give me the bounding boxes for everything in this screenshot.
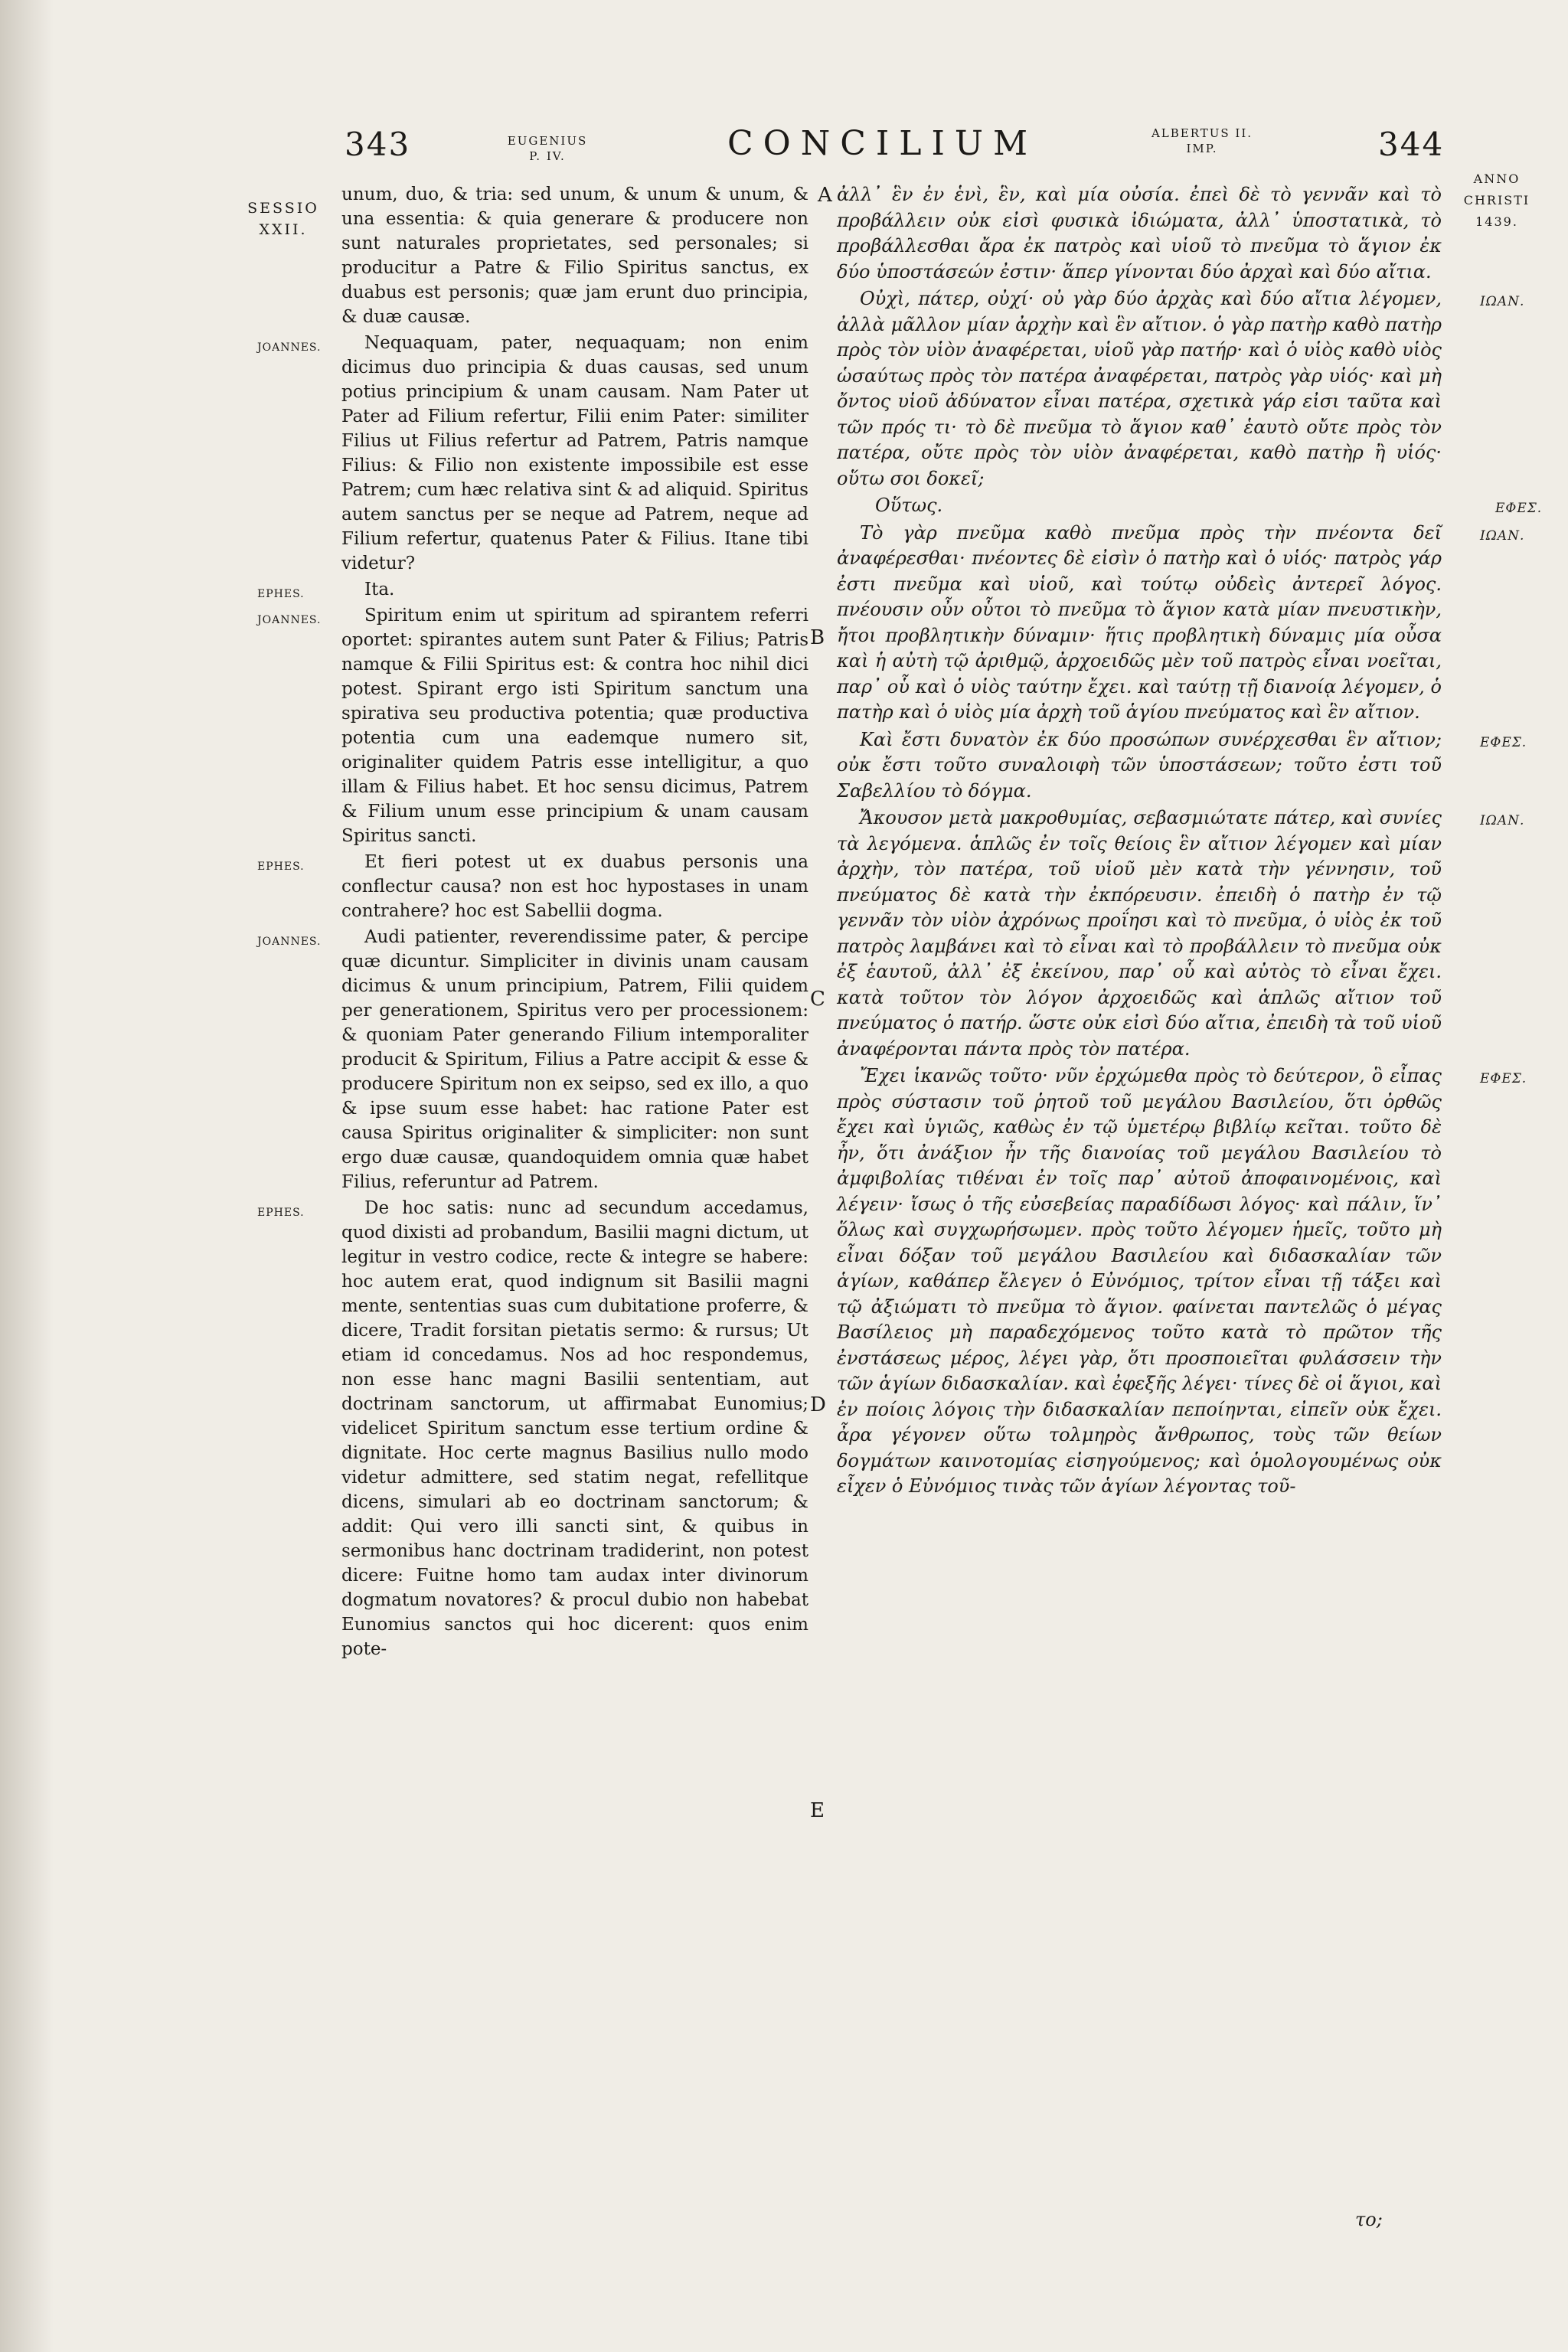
speaker-label: JOANNES.	[257, 341, 322, 354]
greek-paragraph	[837, 1063, 1527, 1500]
greek-paragraph	[837, 182, 1442, 285]
greek-paragraph	[837, 521, 1525, 726]
year-marker: ANNO CHRISTI 1439.	[1463, 172, 1530, 229]
speaker-label: ΙΩΑΝ.	[1480, 813, 1525, 828]
greek-paragraph	[837, 727, 1527, 805]
section-letter-b: B	[810, 626, 825, 649]
section-letter-c: C	[810, 988, 825, 1011]
speaker-label: JOANNES.	[257, 614, 322, 626]
page-number-right: 344	[1378, 126, 1445, 163]
running-head-right: ALBERTUS II. IMP.	[1151, 126, 1253, 155]
paragraph-text: Audi patienter, reverendissime pater, & percipe quæ dicuntur. Simpliciter in divinis unam causam dicimus & unum principium, Patrem, Filii quidem per generationem, Spiritus vero per processionem: & quoniam Pater generando Filium intemporaliter producit & Spiritum, Filius a Patre accipit & esse & producere Spiritum non ex seipso, sed ex illo, a quo & ipse suum esse habet: hac ratione Pater est causa Spiritus originaliter & simpliciter: non sunt ergo duæ causæ, quandoquidem omnia quæ habet Filius, referuntur ad Patrem.	[341, 927, 808, 1192]
paragraph-text: Spiritum enim ut spiritum ad spirantem referri oportet: spirantes autem sunt Pater & Filius; Patris namque & Filii Spiritus est: & contra hoc nihil dici potest. Spirant ergo isti Spiritum sanctum una spirativa seu productiva potentia; quæ productiva potentia cum una eademque numero sit, originaliter quidem Patris esse intelligitur, a quo illam & Filius habet. Et hoc sensu dicimus, Patrem & Filium unum esse principium & unam causam Spiritus sancti.	[341, 606, 808, 846]
paragraph-text: Nequaquam, pater, nequaquam; non enim dicimus duo principia & duas causas, sed unum potius principium & unam causam. Nam Pater ut Pater ad Filium refertur, Filii enim Pater: similiter Filius ut Filius refertur ad Patrem, Patris namque Filius: & Filio non existente impossibile est esse Patrem; cum hæc relativa sint & ad aliquid. Spiritus autem sanctus per se neque ad Patrem, neque ad Filium refertur, quatenus Pater & Filius. Itane tibi videtur?	[341, 333, 808, 573]
page-title: CONCILIUM	[727, 124, 1038, 163]
section-letter-d: D	[810, 1393, 826, 1416]
section-letter-e: E	[810, 1799, 825, 1822]
paragraph-text: Ἄκουσον μετὰ μακροθυμίας, σεβασμιώτατε πάτερ, καὶ συνίες τὰ λεγόμενα. ἁπλῶς ἐν τοῖς θείοις ἓν αἴτιον λέγομεν καὶ μίαν ἀρχὴν, τὸν πατέρα, τοῦ υἱοῦ μὲν κατὰ τὴν γέννησιν, τοῦ πνεύματος δὲ κατὰ τὴν ἐκπόρευσιν. ἐπειδὴ ὁ πατὴρ ἐν τῷ γεννᾶν τὸν υἱὸν ἀχρόνως προΐησι καὶ τὸ πνεῦμα, ὁ υἱὸς ἐκ τοῦ πατρὸς λαμβάνει καὶ τὸ εἶναι καὶ τὸ προβάλλειν τὸ πνεῦμα οὐκ ἐξ ἑαυτοῦ, ἀλλ᾽ ἐξ ἐκείνου, παρ᾽ οὗ καὶ αὐτὸς τὸ εἶναι ἔχει. κατὰ τοῦτον τὸν λόγον ἀρχοειδῶς καὶ ἁπλῶς αἴτιον τοῦ πνεύματος ὁ πατήρ. ὥστε οὐκ εἰσὶ δύο αἴτια, ἐπειδὴ τὰ τοῦ υἱοῦ ἀναφέρονται πάντα πρὸς τὸν πατέρα.	[837, 807, 1442, 1060]
catchword: το;	[1355, 2209, 1383, 2230]
page-number-left: 343	[345, 126, 411, 163]
paragraph-text: unum, duo, & tria: sed unum, & unum & unum, & una essentia: & quia generare & producere non sunt naturales proprietates, sed personales; si producitur a Patre & Filio Spiritus sanctus, ex duabus est personis; quæ jam erunt duo principia, & duæ causæ.	[341, 185, 808, 327]
section-letter-a: A	[818, 184, 832, 207]
speaker-label: EPHES.	[257, 588, 305, 600]
paragraph-text: Ἔχει ἱκανῶς τοῦτο· νῦν ἐρχώμεθα πρὸς τὸ δεύτερον, ὃ εἶπας πρὸς σύστασιν τοῦ ῥητοῦ τοῦ μεγάλου Βασιλείου, ὅτι ὀρθῶς ἔχει καὶ ὑγιῶς, καθὼς ἐν τῷ ὑμετέρῳ βιβλίῳ κεῖται. τοῦτο δὲ ἦν, ὅτι ἀνάξιον ἦν τῆς διανοίας τοῦ μεγάλου Βασιλείου τὸ ἀμφιβολίας τιθέναι ἐν τοῖς παρ᾽ αὐτοῦ ἀποφαινομένοις, καὶ λέγειν· ἴσως ὁ τῆς εὐσεβείας παραδίδωσι λόγος· καὶ πάλιν, ἵν᾽ ὅλως καὶ συγχωρήσωμεν. πρὸς τοῦτο λέγομεν ἡμεῖς, τοῦτο μὴ εἶναι δόξαν τοῦ μεγάλου Βασιλείου καὶ διδασκαλίαν τῶν ἁγίων, καθάπερ ἔλεγεν ὁ Εὐνόμιος, τρίτον εἶναι τῇ τάξει καὶ τῷ ἀξιώματι τὸ πνεῦμα τὸ ἅγιον. φαίνεται παντελῶς ὁ μέγας Βασίλειος μὴ παραδεχόμενος τοῦτο κατὰ τὸ πρῶτον τῆς ἐνστάσεως μέρος, λέγει γὰρ, ὅτι προσποιεῖται φυλάσσειν τὴν τῶν ἁγίων διδασκαλίαν. καὶ ἐφεξῆς λέγει· τίνες δὲ οἱ ἅγιοι, καὶ ἐν ποίοις λόγοις τὴν διδασκαλίαν πεποίηνται, εἰπεῖν οὐκ ἔχει. ἆρα γέγονεν οὕτω τολμηρὸς ἄνθρωπος, τοὺς τῶν θείων δογμάτων καινοτομίας εἰσηγούμενος; καὶ ὁμολογουμένως οὐκ εἶχεν ὁ Εὐνόμιος τινὰς τῶν ἁγίων λέγοντας τοῦ-	[837, 1065, 1442, 1497]
paragraph-text: ἀλλ᾽ ἓν ἐν ἑνὶ, ἓν, καὶ μία οὐσία. ἐπεὶ δὲ τὸ γεννᾶν καὶ τὸ προβάλλειν οὐκ εἰσὶ φυσικὰ ἰδιώματα, ἀλλ᾽ ὑποστατικὰ, τὸ προβάλλεσθαι ἄρα ἐκ πατρὸς καὶ υἱοῦ τὸ πνεῦμα τὸ ἅγιον ἐκ δύο ὑποστάσεών ἐστιν· ἅπερ γίνονται δύο ἀρχαὶ καὶ δύο αἴτια.	[837, 184, 1442, 283]
latin-paragraph	[257, 577, 808, 602]
speaker-label: ΕΦΕΣ.	[1480, 734, 1527, 750]
paragraph-text: De hoc satis: nunc ad secundum accedamus, quod dixisti ad probandum, Basilii magni dictum, ut legitur in vestro codice, recte & integre se habere: hoc autem erat, quod indignum sit Basilii magni mente, sententias suas cum dubitatione proferre, & dicere, Tradit forsitan pietatis sermo: & rursus; Ut etiam id concedamus. Nos ad hoc respondemus, non esse hanc magni Basilii sententiam, aut doctrinam sanctorum, ut affirmabat Eunomius; videlicet Spiritum sanctum esse tertium ordine & dignitate. Hoc certe magnus Basilius nullo modo videtur admittere, sed statim negat, refellitque dicens, simulari ab eo doctrinam sanctorum; & addit: Qui vero illi sancti sint, & quibus in sermonibus hanc doctrinam tradiderint, non potest dicere: Fuitne homo tam audax inter divinorum dogmatum novatores? & procul dubio non habebat Eunomius sanctos qui hoc dicerent: quos enim pote-	[341, 1198, 808, 1659]
session-marker: SESSIO XXII.	[247, 200, 319, 238]
speaker-label: JOANNES.	[257, 936, 322, 948]
speaker-label: EPHES.	[257, 1207, 305, 1219]
paragraph-text: Ita.	[364, 580, 395, 599]
latin-paragraph	[257, 603, 808, 848]
speaker-label: EPHES.	[257, 861, 305, 873]
latin-paragraph	[257, 1196, 808, 1661]
paragraph-text: Οὐχὶ, πάτερ, οὐχί· οὐ γὰρ δύο ἀρχὰς καὶ δύο αἴτια λέγομεν, ἀλλὰ μᾶλλον μίαν ἀρχὴν καὶ ἓν αἴτιον. ὁ γὰρ πατὴρ καθὸ πατὴρ πρὸς τὸν υἱὸν ἀναφέρεται, υἱοῦ γὰρ πατήρ· καὶ ὁ υἱὸς καθὸ υἱὸς ὡσαύτως πρὸς τὸν πατέρα ἀναφέρεται, πατρὸς γὰρ υἱός· καὶ μὴ ὄντος υἱοῦ ἀδύνατον εἶναι πατέρα, σχετικὰ γάρ εἰσι ταῦτα καὶ τῶν πρός τι· τὸ δὲ πνεῦμα τὸ ἅγιον καθ᾽ ἑαυτὸ οὔτε πρὸς τὸν πατέρα, οὔτε πρὸς τὸν υἱὸν ἀναφέρεται, καθὸ πατὴρ ἢ υἱός· οὕτω σοι δοκεῖ;	[837, 288, 1442, 489]
running-head-left: EUGENIUS P. IV.	[507, 134, 588, 163]
speaker-label: ΙΩΑΝ.	[1480, 294, 1525, 309]
latin-paragraph	[257, 925, 808, 1194]
speaker-label: ΕΦΕΣ.	[1480, 1071, 1527, 1086]
paragraph-text: Οὕτως.	[875, 495, 943, 516]
latin-paragraph	[341, 182, 808, 329]
paragraph-text: Καὶ ἔστι δυνατὸν ἐκ δύο προσώπων συνέρχεσθαι ἓν αἴτιον; οὐκ ἔστι τοῦτο συναλοιφὴ τῶν ὑποστάσεων; τοῦτο ἐστι τοῦ Σαβελλίου τὸ δόγμα.	[837, 728, 1442, 802]
gutter-shadow	[0, 0, 54, 2352]
paragraph-text: Et fieri potest ut ex duabus personis una conflectur causa? non est hoc hypostases in unam contrahere? hoc est Sabellii dogma.	[341, 852, 808, 921]
greek-paragraph	[837, 286, 1525, 492]
paragraph-text: Τὸ γὰρ πνεῦμα καθὸ πνεῦμα πρὸς τὴν πνέοντα δεῖ ἀναφέρεσθαι· πνέοντες δὲ εἰσὶν ὁ πατὴρ καὶ ὁ υἱός· πατρὸς γάρ ἐστι πνεῦμα καὶ υἱοῦ, καὶ τούτῳ οὐδεὶς ἀντερεῖ λόγος. πνέουσιν οὖν οὗτοι τὸ πνεῦμα τὸ ἅγιον κατὰ μίαν πνευστικὴν, ἤτοι προβλητικὴν δύναμιν· ἥτις προβλητικὴ δύναμις μία οὖσα καὶ ἡ αὐτὴ τῷ ἀριθμῷ, ἀρχοειδῶς μὲν τοῦ πατρὸς εἶναι νοεῖται, παρ᾽ οὗ καὶ ὁ υἱὸς ταύτην ἔχει. καὶ ταύτῃ τῇ διανοίᾳ λέγομεν, ὁ πατὴρ καὶ ὁ υἱὸς μία ἀρχὴ τοῦ ἁγίου πνεύματος καὶ ἓν αἴτιον.	[837, 521, 1442, 723]
greek-paragraph	[837, 805, 1525, 1062]
running-head	[0, 115, 1568, 168]
greek-paragraph	[837, 493, 1543, 519]
latin-paragraph	[257, 331, 808, 576]
speaker-label: ΙΩΑΝ.	[1480, 528, 1525, 544]
speaker-label: ΕΦΕΣ.	[1495, 501, 1543, 516]
latin-paragraph	[257, 850, 808, 923]
